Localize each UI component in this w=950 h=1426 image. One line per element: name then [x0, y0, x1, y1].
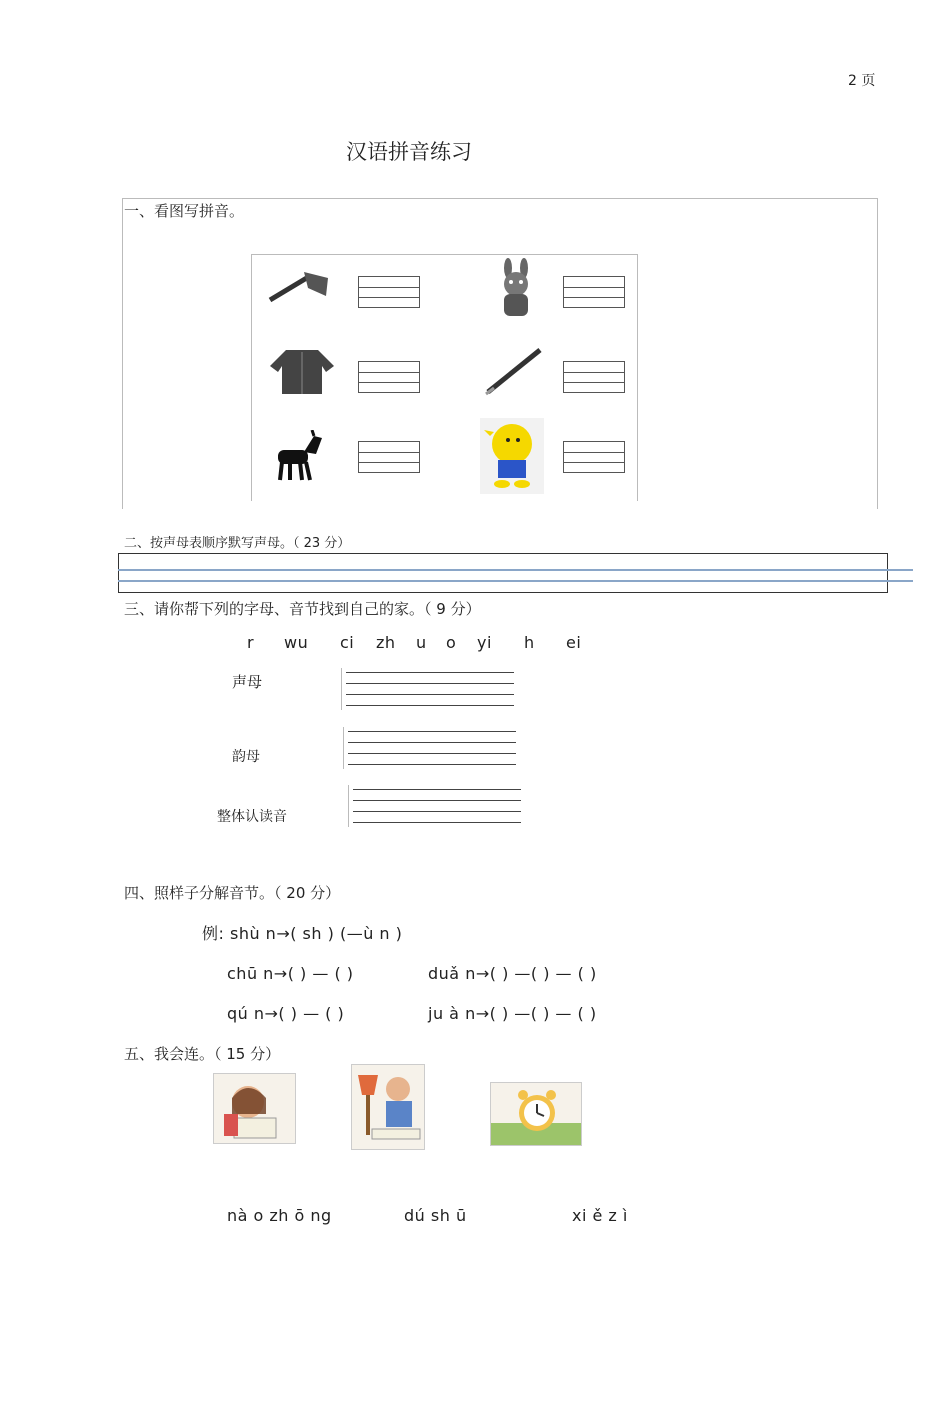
- label-finals: 韵母: [232, 749, 260, 765]
- finals-write-lines[interactable]: [343, 727, 516, 769]
- letter-u: u: [416, 633, 427, 652]
- pinyin-write-box[interactable]: [358, 361, 420, 393]
- example-row: 例: shù n→( sh ) (—ù n ): [202, 924, 403, 943]
- pinyin-write-box[interactable]: [358, 276, 420, 308]
- letter-ei: ei: [566, 633, 582, 652]
- label-whole-syllables: 整体认读音: [217, 809, 287, 825]
- boy-reading-icon[interactable]: [351, 1064, 425, 1150]
- section-1-heading: 一、看图写拼音。: [124, 202, 245, 220]
- whole-syllables-write-lines[interactable]: [348, 785, 521, 827]
- pinyin-write-box[interactable]: [563, 276, 625, 308]
- rabbit-icon: [492, 258, 540, 322]
- page-title: 汉语拼音练习: [346, 140, 472, 164]
- chick-icon: [480, 418, 544, 494]
- donkey-icon: [270, 430, 326, 482]
- letter-zh: zh: [376, 633, 396, 652]
- initials-write-box[interactable]: [118, 553, 888, 593]
- letter-o: o: [446, 633, 457, 652]
- exercise-duan[interactable]: duǎ n→( ) —( ) — ( ): [428, 964, 597, 983]
- jacket-icon: [268, 348, 336, 396]
- letter-h: h: [524, 633, 535, 652]
- axe-icon: [266, 266, 336, 306]
- section-4-heading: 四、照样子分解音节。（ 20 分）: [124, 884, 341, 902]
- section-2-heading: 二、按声母表顺序默写声母。（ 23 分）: [124, 536, 351, 551]
- letter-yi: yi: [477, 633, 492, 652]
- alarm-clock-icon[interactable]: [490, 1082, 582, 1146]
- brush-icon: [484, 346, 544, 396]
- word-xiezi[interactable]: xi ě z ì: [572, 1206, 628, 1225]
- word-naozhong[interactable]: nà o zh ō ng: [227, 1206, 332, 1225]
- initials-write-lines[interactable]: [341, 668, 514, 710]
- letter-wu: wu: [284, 633, 309, 652]
- section-3-heading: 三、请你帮下列的字母、音节找到自己的家。（ 9 分）: [124, 600, 481, 618]
- writing-line: [118, 580, 913, 582]
- label-initials: 声母: [232, 673, 263, 691]
- exercise-chun[interactable]: chū n→( ) — ( ): [227, 964, 354, 983]
- word-dushu[interactable]: dú sh ū: [404, 1206, 467, 1225]
- pinyin-write-box[interactable]: [358, 441, 420, 473]
- page-number: 2 页: [848, 73, 876, 89]
- pinyin-write-box[interactable]: [563, 361, 625, 393]
- exercise-juan[interactable]: ju à n→( ) —( ) — ( ): [428, 1004, 597, 1023]
- section-5-heading: 五、我会连。（ 15 分）: [124, 1045, 281, 1063]
- letter-ci: ci: [340, 633, 355, 652]
- exercise-qun[interactable]: qú n→( ) — ( ): [227, 1004, 345, 1023]
- girl-writing-icon[interactable]: [213, 1073, 296, 1144]
- letter-r: r: [247, 633, 255, 652]
- writing-line: [118, 569, 913, 571]
- pinyin-write-box[interactable]: [563, 441, 625, 473]
